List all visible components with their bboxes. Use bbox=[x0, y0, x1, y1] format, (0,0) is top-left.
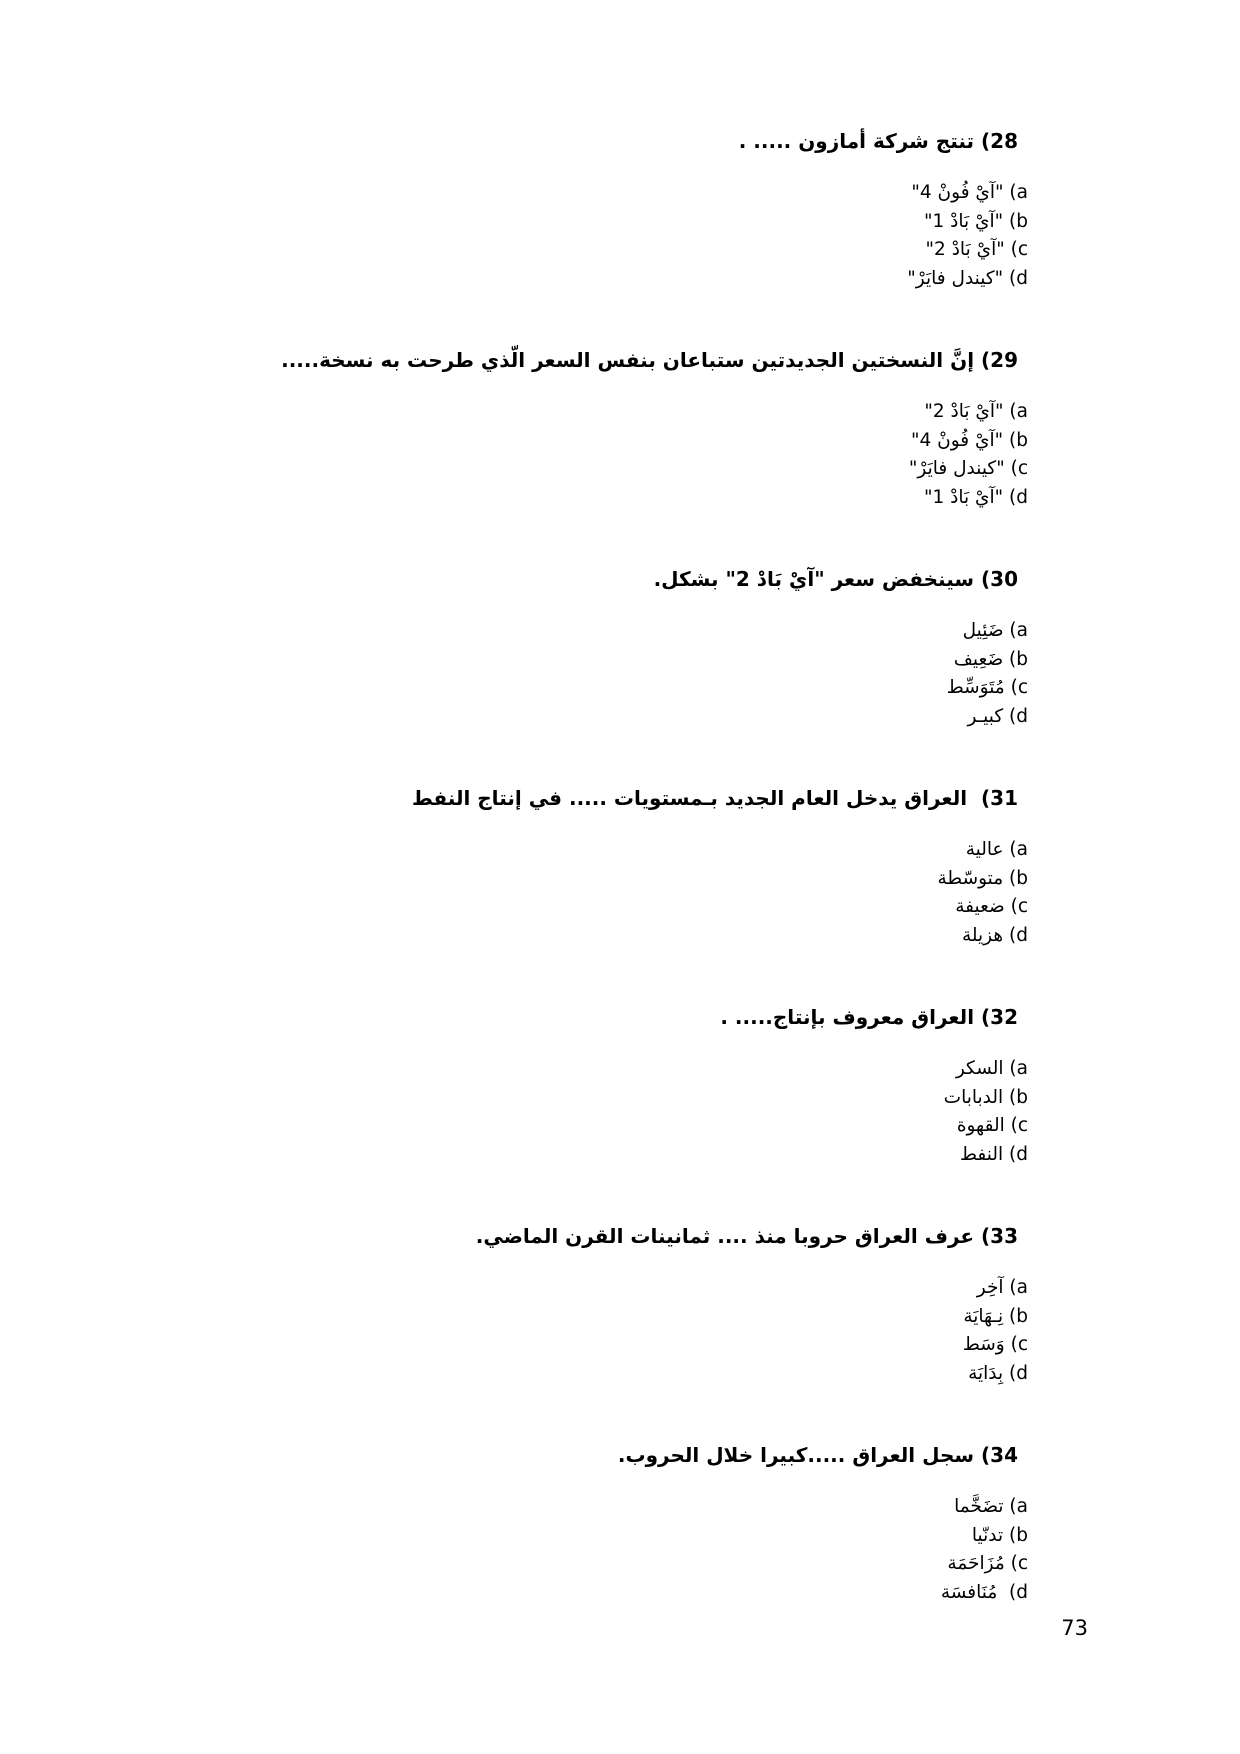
option-c: c) مُتَوَسِّط bbox=[946, 677, 1028, 698]
option-b: b) "آيْ بَادْ 1" bbox=[923, 210, 1028, 232]
option-d: d) كبيـر bbox=[967, 705, 1028, 727]
option-a: a) تضَخَّما bbox=[954, 1496, 1028, 1517]
options-list bbox=[110, 1493, 1028, 1607]
option-c: c) "كيندل فايَرْ" bbox=[908, 458, 1028, 479]
option-b: b) تدنّيا bbox=[971, 1524, 1028, 1546]
question-29 bbox=[110, 347, 1028, 512]
option-c: c) مُزَاحَمَة bbox=[947, 1553, 1028, 1574]
option-a: a) ضَئِيل bbox=[962, 620, 1028, 641]
options-list bbox=[110, 1274, 1028, 1388]
option-b: b) ضَعِيف bbox=[953, 648, 1028, 670]
question-header: 32) العراق معروف بإنتاج..... . bbox=[720, 1005, 1018, 1029]
options-list bbox=[110, 179, 1028, 293]
option-a: a) "آيْ فُونْ 4" bbox=[911, 182, 1028, 203]
option-d: d) هزيلة bbox=[961, 924, 1028, 946]
options-list bbox=[110, 398, 1028, 512]
option-c: c) وَسَط bbox=[962, 1334, 1028, 1355]
option-d: d) بِدَايَة bbox=[968, 1362, 1028, 1384]
question-28 bbox=[110, 128, 1028, 293]
question-header: 28) تنتج شركة أمازون ..... . bbox=[738, 129, 1018, 153]
option-b: b) متوسّطة bbox=[937, 867, 1028, 889]
option-a: a) آخِر bbox=[976, 1277, 1028, 1298]
option-d: d) "آيْ بَادْ 1" bbox=[923, 486, 1028, 508]
option-c: c) "آيْ بَادْ 2" bbox=[925, 239, 1028, 260]
question-30 bbox=[110, 566, 1028, 731]
question-34 bbox=[110, 1442, 1028, 1607]
exam-questions bbox=[0, 128, 1240, 1661]
question-header: 34) سجل العراق .....كبيرا خلال الحروب. bbox=[617, 1443, 1018, 1467]
option-c: c) ضعيفة bbox=[955, 896, 1028, 917]
option-a: a) "آيْ بَادْ 2" bbox=[924, 401, 1028, 422]
question-header: 30) سينخفض سعر "آيْ بَادْ 2" بشكل. bbox=[653, 567, 1018, 591]
option-b: b) نِـهَايَة bbox=[963, 1305, 1028, 1327]
option-d: d) مُنَافسَة bbox=[940, 1581, 1028, 1603]
options-list bbox=[110, 617, 1028, 731]
page-number: 73 bbox=[1061, 1616, 1088, 1640]
question-33 bbox=[110, 1223, 1028, 1388]
option-a: a) عالية bbox=[965, 839, 1028, 860]
question-31 bbox=[110, 785, 1028, 950]
question-32 bbox=[110, 1004, 1028, 1169]
option-a: a) السكر bbox=[955, 1058, 1028, 1079]
options-list bbox=[110, 1055, 1028, 1169]
option-b: b) "آيْ فُونْ 4" bbox=[910, 429, 1028, 451]
question-header: 31) العراق يدخل العام الجديد بـمستويات ..... في إنتاج النفط bbox=[411, 786, 1018, 810]
question-header: 29) إنَّ النسختين الجديدتين ستباعان بنفس السعر الّذي طرحت به نسخة..... bbox=[281, 348, 1018, 372]
question-header: 33) عرف العراق حروبا منذ .... ثمانينات القرن الماضي. bbox=[475, 1224, 1018, 1248]
option-b: b) الدبابات bbox=[943, 1086, 1028, 1108]
option-d: d) "كيندل فايَرْ" bbox=[907, 267, 1028, 289]
option-d: d) النفط bbox=[959, 1143, 1028, 1165]
option-c: c) القهوة bbox=[956, 1115, 1028, 1136]
options-list bbox=[110, 836, 1028, 950]
